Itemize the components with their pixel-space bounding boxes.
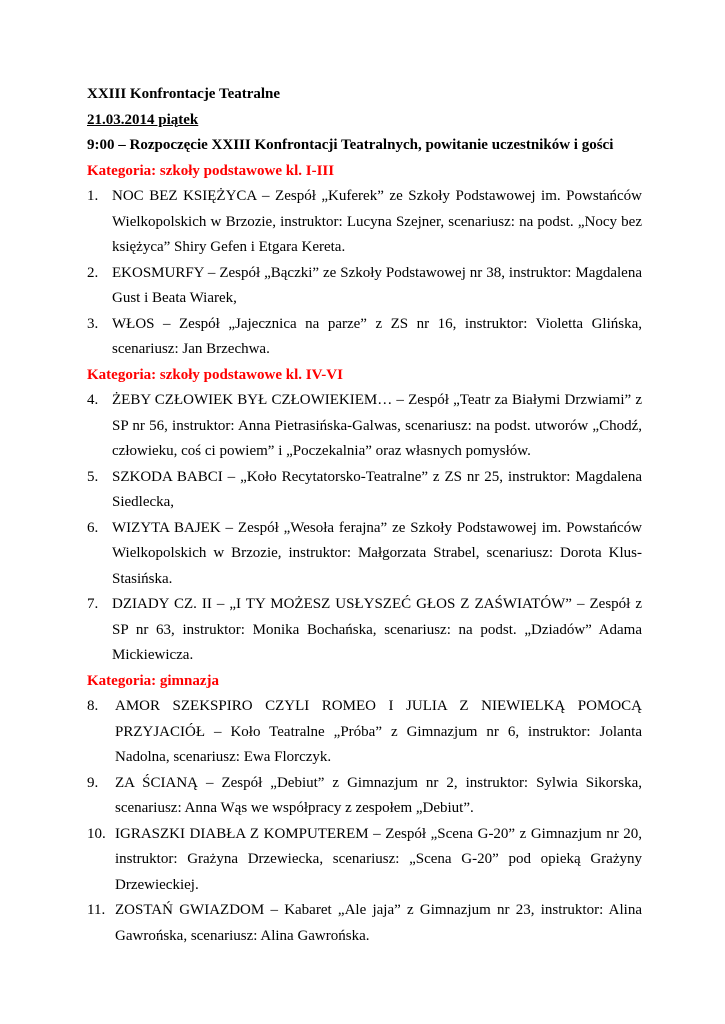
item-number: 1. bbox=[87, 188, 99, 204]
item-text: NOC BEZ KSIĘŻYCA – Zespół „Kuferek” ze Szkoły Podstawowej im. Powstańców Wielkopolskich w Brzozie, instruktor: Lucyna Szejner, scenariusz: na podst. „Nocy bez księżyca” Shiry Gefen i Etgara Kereta. bbox=[112, 188, 642, 255]
list-item bbox=[87, 516, 642, 593]
item-text: AMOR SZEKSPIRO CZYLI ROMEO I JULIA Z NIEWIELKĄ POMOCĄ PRZYJACIÓŁ – Koło Teatralne „Próba” z Gimnazjum nr 6, instruktor: Jolanta Nadolna, scenariusz: Ewa Florczyk. bbox=[115, 698, 642, 765]
list-item bbox=[87, 694, 642, 771]
item-number: 5. bbox=[87, 468, 99, 485]
list-item bbox=[87, 898, 642, 949]
performance-list bbox=[87, 388, 642, 669]
document-content bbox=[87, 82, 642, 949]
list-item bbox=[87, 822, 642, 899]
item-number: 3. bbox=[87, 315, 99, 332]
event-date: 21.03.2014 piątek bbox=[87, 111, 199, 128]
item-number: 11. bbox=[87, 902, 106, 918]
document-title: XXIII Konfrontacje Teatralne bbox=[87, 86, 281, 102]
item-text: ŻEBY CZŁOWIEK BYŁ CZŁOWIEKIEM… – Zespół „Teatr za Białymi Drzwiami” z SP nr 56, instruktor: Anna Pietrasińska-Galwas, scenariusz: na podst. utworów „Chodź, człowieku, coś ci powiem” i „Poczekalnia” oraz własnych pomysłów. bbox=[112, 392, 642, 459]
item-text: SZKODA BABCI – „Koło Recytatorsko-Teatralne” z ZS nr 25, instruktor: Magdalena Siedlecka, bbox=[112, 468, 642, 510]
item-number: 9. bbox=[87, 774, 99, 791]
opening-line: 9:00 – Rozpoczęcie XXIII Konfrontacji Teatralnych, powitanie uczestników i gości bbox=[87, 137, 614, 153]
item-text: EKOSMURFY – Zespół „Bączki” ze Szkoły Podstawowej nr 38, instruktor: Magdalena Gust i Beata Wiarek, bbox=[112, 264, 642, 306]
list-item bbox=[87, 261, 642, 312]
section-primary-1-3 bbox=[87, 159, 642, 363]
performance-list bbox=[87, 694, 642, 949]
list-item bbox=[87, 465, 642, 516]
section-gymnasium bbox=[87, 669, 642, 950]
item-text: IGRASZKI DIABŁA Z KOMPUTEREM – Zespół „Scena G-20” z Gimnazjum nr 20, instruktor: Grażyna Drzewiecka, scenariusz: „Scena G-20” pod opieką Grażyny Drzewieckiej. bbox=[115, 825, 642, 893]
item-text: WIZYTA BAJEK – Zespół „Wesoła ferajna” ze Szkoły Podstawowej im. Powstańców Wielkopolskich w Brzozie, instruktor: Małgorzata Strabel, scenariusz: Dorota Klus-Stasińska. bbox=[112, 519, 642, 587]
list-item bbox=[87, 771, 642, 822]
item-text: DZIADY CZ. II – „I TY MOŻESZ USŁYSZEĆ GŁOS Z ZAŚWIATÓW” – Zespół z SP nr 63, instruktor: Monika Bochańska, scenariusz: na podst. „Dziadów” Adama Mickiewicza. bbox=[112, 596, 642, 663]
list-item bbox=[87, 312, 642, 363]
item-text: WŁOS – Zespół „Jajecznica na parze” z ZS nr 16, instruktor: Violetta Glińska, scenariusz: Jan Brzechwa. bbox=[112, 315, 642, 357]
list-item bbox=[87, 184, 642, 261]
item-number: 4. bbox=[87, 392, 99, 408]
category-heading: Kategoria: szkoły podstawowe kl. IV-VI bbox=[87, 366, 343, 383]
list-item bbox=[87, 592, 642, 669]
item-number: 7. bbox=[87, 596, 99, 612]
item-number: 6. bbox=[87, 519, 99, 536]
section-primary-4-6 bbox=[87, 363, 642, 669]
list-item bbox=[87, 388, 642, 465]
item-number: 10. bbox=[87, 825, 106, 842]
category-heading: Kategoria: gimnazja bbox=[87, 672, 220, 689]
item-number: 8. bbox=[87, 698, 99, 714]
item-number: 2. bbox=[87, 264, 99, 281]
item-text: ZA ŚCIANĄ – Zespół „Debiut” z Gimnazjum nr 2, instruktor: Sylwia Sikorska, scenariusz: Anna Wąs we współpracy z zespołem „Debiut”. bbox=[115, 774, 642, 816]
category-heading: Kategoria: szkoły podstawowe kl. I-III bbox=[87, 162, 335, 179]
performance-list bbox=[87, 184, 642, 363]
item-text: ZOSTAŃ GWIAZDOM – Kabaret „Ale jaja” z Gimnazjum nr 23, instruktor: Alina Gawrońska, scenariusz: Alina Gawrońska. bbox=[115, 902, 642, 944]
